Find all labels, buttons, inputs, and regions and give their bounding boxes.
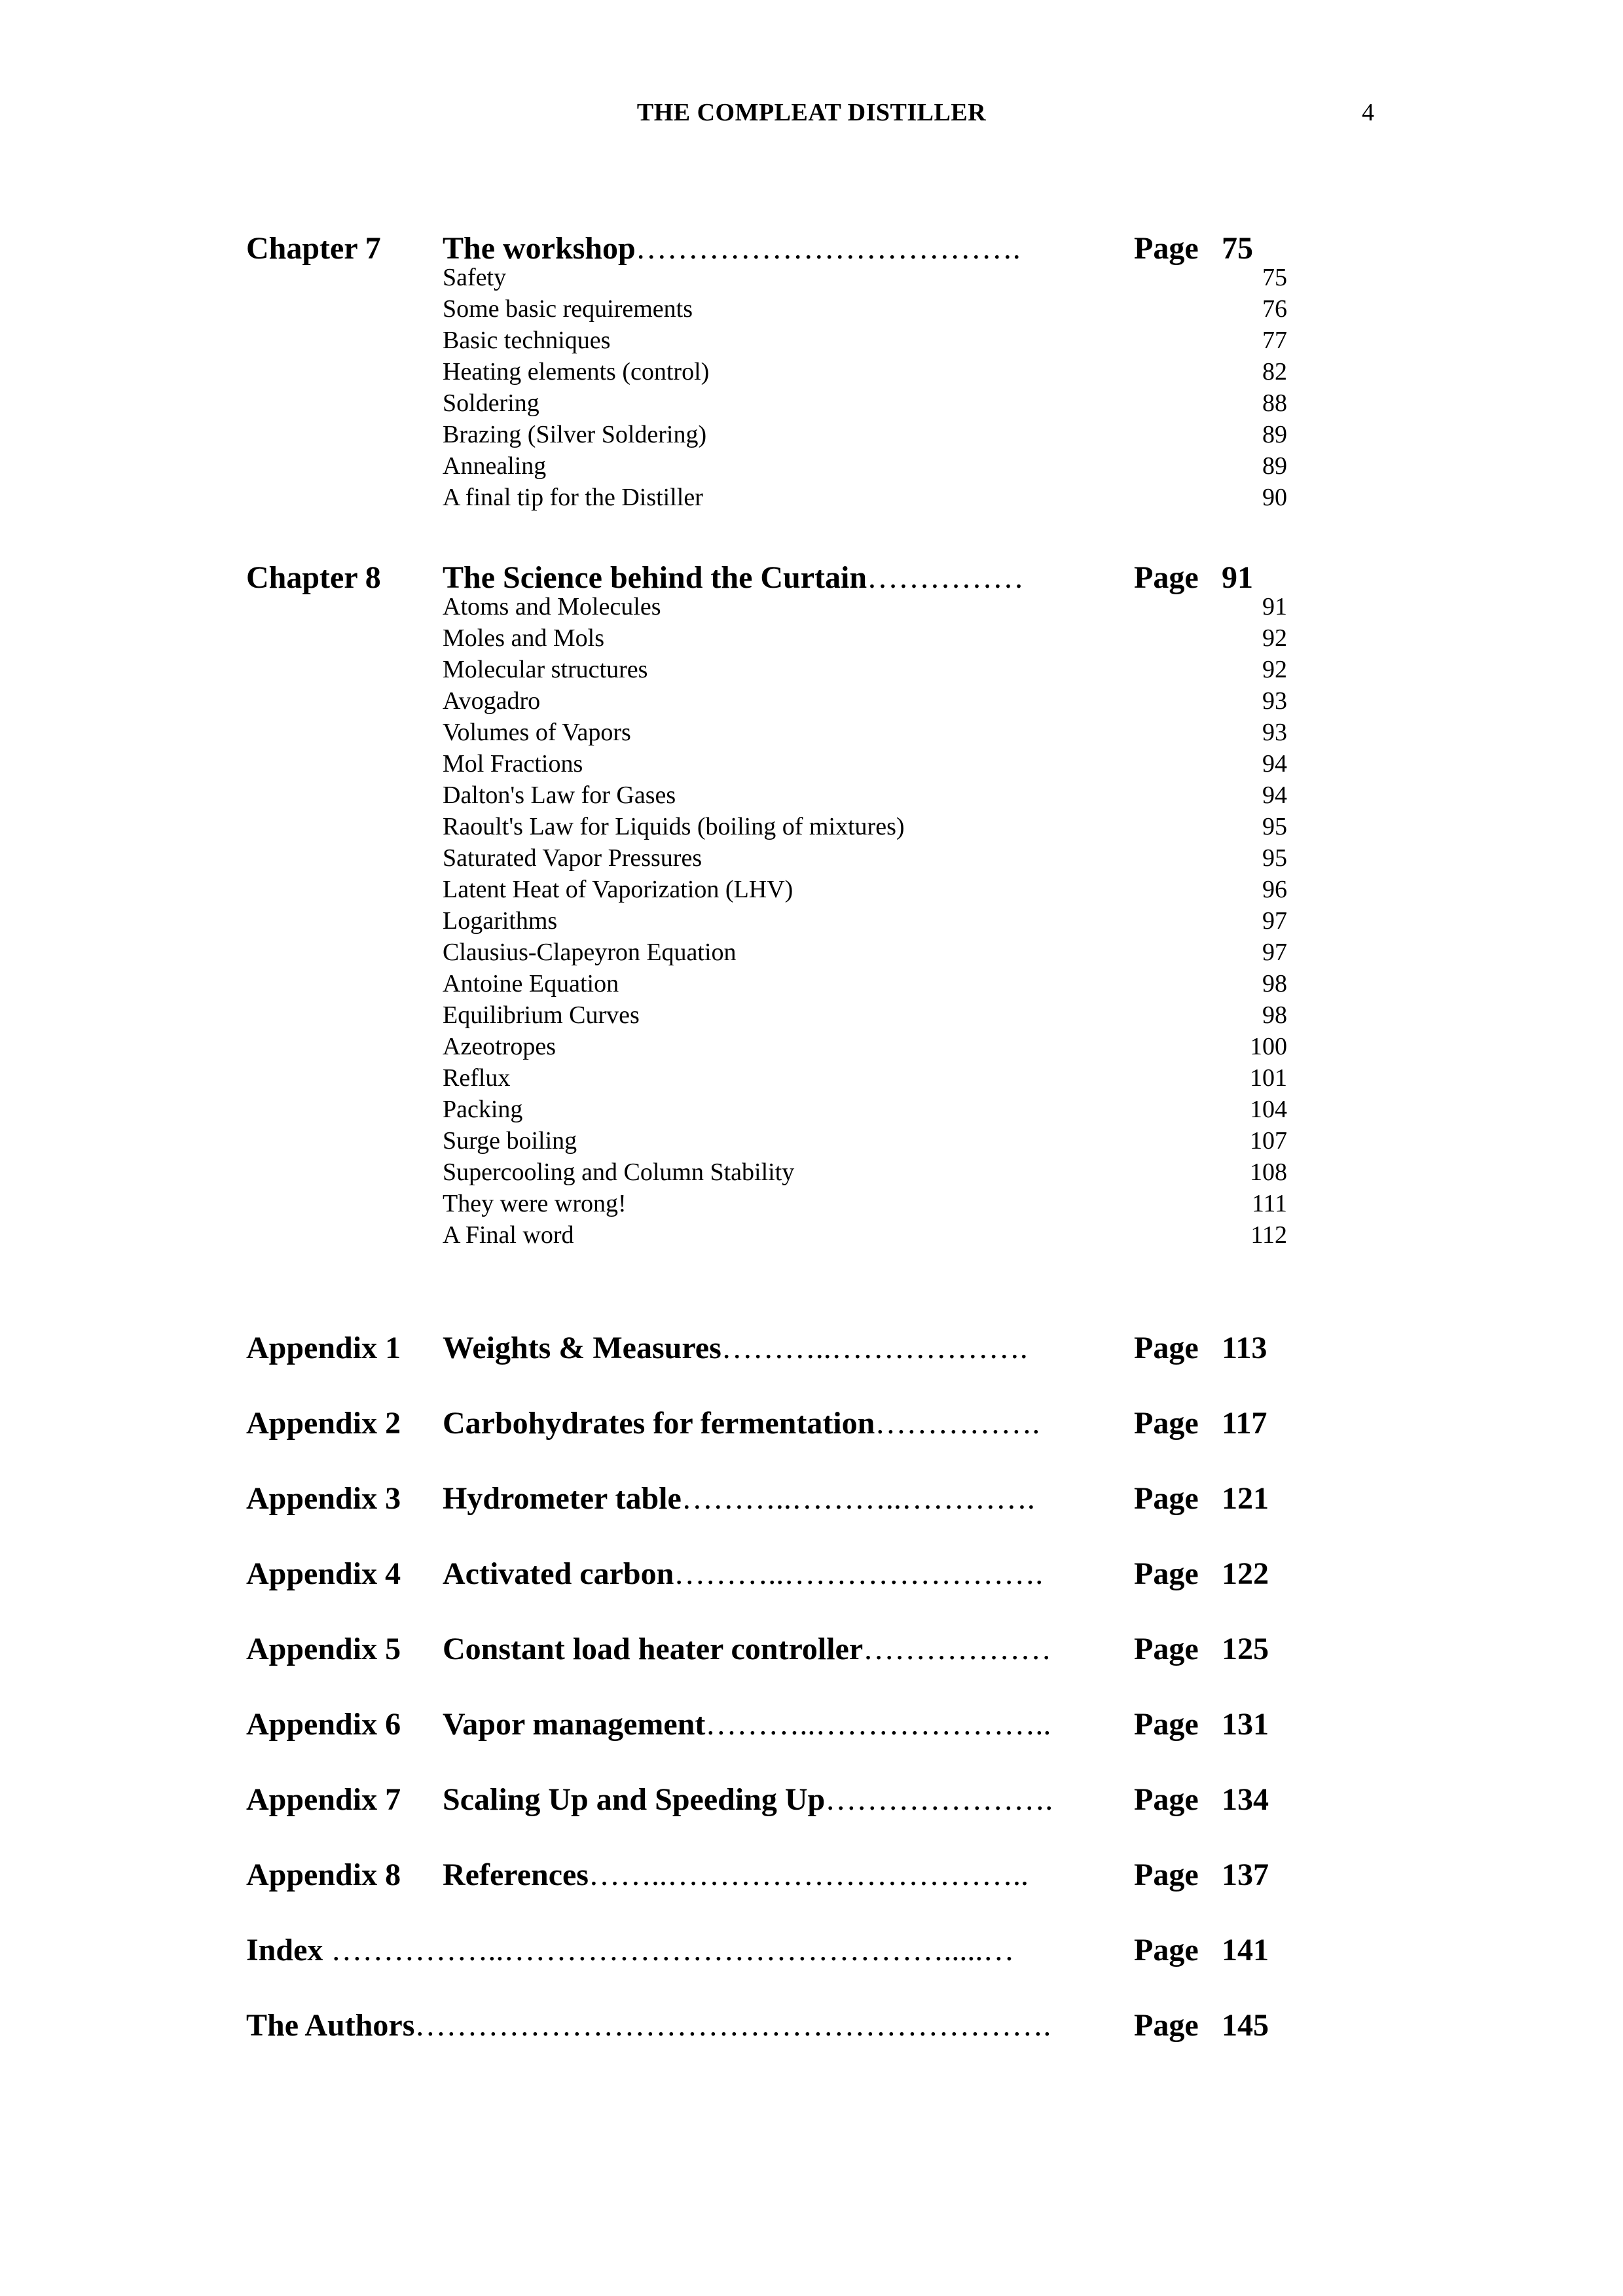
page-word: Page [1134,1331,1199,1365]
section-title: Atoms and Molecules [443,593,661,620]
authors-entry[interactable] [246,2007,1320,2049]
section-title: Raoult's Law for Liquids (boiling of mixtures) [443,813,905,840]
appendix-page-number: 134 [1222,1782,1269,1817]
index-entry[interactable] [246,1932,1320,1974]
section-item[interactable] [443,844,1287,875]
section-list [443,592,1287,1252]
section-item[interactable] [443,687,1287,718]
dot-leader: …………………. [825,1782,1053,1817]
chapter-7-entry [246,230,1320,511]
appendix-8-entry[interactable] [246,1857,1320,1899]
section-title: Soldering [443,389,539,417]
section-page: 89 [1262,452,1287,480]
appendix-3-entry[interactable] [246,1480,1320,1522]
page-word: Page [1134,1481,1199,1516]
section-title: Volumes of Vapors [443,719,631,746]
page-word: Page [1134,1707,1199,1742]
authors-page-number: 145 [1222,2008,1269,2043]
appendix-title [443,1480,1035,1516]
section-page: 92 [1262,624,1287,652]
section-item[interactable] [443,1095,1287,1126]
appendix-title-text: Activated carbon [443,1556,674,1591]
appendix-title [443,1782,1053,1818]
appendix-title [443,1556,1043,1592]
appendix-label: Appendix 2 [246,1406,401,1441]
running-title: THE COMPLEAT DISTILLER [636,99,987,126]
appendix-title [443,1706,1051,1742]
section-title: Saturated Vapor Pressures [443,844,702,872]
chapter-title-text: The Science behind the Curtain [443,560,867,595]
page-word: Page [1134,560,1199,595]
section-title: Some basic requirements [443,295,693,323]
section-page: 98 [1262,1001,1287,1029]
appendix-label: Appendix 8 [246,1857,401,1892]
index-title-text: Index [246,1933,323,1967]
section-item[interactable] [443,812,1287,844]
dot-leader: ………………………………. [635,231,1021,266]
section-title: Avogadro [443,687,541,715]
appendix-label: Appendix 3 [246,1481,401,1516]
section-item[interactable] [443,1064,1287,1095]
appendix-title-text: Vapor management [443,1707,706,1742]
dot-leader: ………..……………………. [674,1556,1044,1591]
section-title: Clausius-Clapeyron Equation [443,939,737,966]
section-title: Packing [443,1096,523,1123]
section-title: Safety [443,264,507,291]
authors-title-text: The Authors [246,2008,415,2043]
section-item[interactable] [443,969,1287,1001]
section-item[interactable] [443,1158,1287,1189]
section-title: Brazing (Silver Soldering) [443,421,707,448]
appendix-page-number: 122 [1222,1556,1269,1591]
section-page: 107 [1250,1127,1287,1155]
section-item[interactable] [443,1189,1287,1221]
section-page: 111 [1251,1190,1287,1217]
page-word: Page [1134,2008,1199,2043]
chapter-label: Chapter 7 [246,231,381,266]
section-page: 95 [1262,844,1287,872]
appendix-title [443,1857,1029,1893]
appendix-title-text: Scaling Up and Speeding Up [443,1782,826,1817]
section-title: Azeotropes [443,1033,556,1060]
section-title: Equilibrium Curves [443,1001,640,1029]
section-title: Annealing [443,452,547,480]
page-number: 4 [1362,99,1374,126]
appendix-1-entry[interactable] [246,1330,1320,1372]
section-page: 90 [1262,484,1287,511]
appendix-page-number: 125 [1222,1632,1269,1666]
section-title: Moles and Mols [443,624,604,652]
section-title: Dalton's Law for Gases [443,781,676,809]
section-title: A final tip for the Distiller [443,484,703,511]
section-page: 89 [1262,421,1287,448]
appendix-6-entry[interactable] [246,1706,1320,1748]
section-item[interactable] [443,452,1287,483]
section-page: 75 [1262,264,1287,291]
section-page: 108 [1250,1158,1287,1186]
appendix-2-entry[interactable] [246,1405,1320,1447]
chapter-label: Chapter 8 [246,560,381,595]
section-title: Heating elements (control) [443,358,710,386]
section-item[interactable] [443,1221,1287,1252]
dot-leader: ………..………..…………. [681,1481,1035,1516]
section-item[interactable] [443,1001,1287,1032]
section-title: Mol Fractions [443,750,583,778]
section-item[interactable] [443,389,1287,420]
appendix-label: Appendix 6 [246,1707,401,1742]
section-item[interactable] [443,483,1287,514]
appendix-title-text: Carbohydrates for fermentation [443,1406,875,1441]
dot-leader: ……..…………………………….. [588,1857,1029,1892]
chapter-title-link[interactable] [443,230,1021,266]
section-title: A Final word [443,1221,574,1249]
appendix-page-number: 113 [1222,1331,1267,1365]
section-title: Supercooling and Column Stability [443,1158,795,1186]
page-word: Page [1134,231,1199,266]
section-page: 94 [1262,781,1287,809]
section-page: 93 [1262,719,1287,746]
section-page: 104 [1250,1096,1287,1123]
dot-leader: ……………………………………………………. [414,2008,1051,2043]
appendix-5-entry[interactable] [246,1631,1320,1673]
section-page: 77 [1262,327,1287,354]
section-item[interactable] [443,718,1287,749]
section-list [443,263,1287,514]
chapter-8-entry [246,560,1320,1249]
dot-leader: …………… [867,560,1025,595]
page-word: Page [1134,1857,1199,1892]
appendix-title [443,1631,1051,1667]
section-title: Molecular structures [443,656,648,683]
section-page: 97 [1262,907,1287,935]
section-page: 95 [1262,813,1287,840]
section-title: Reflux [443,1064,511,1092]
section-title: Latent Heat of Vaporization (LHV) [443,876,793,903]
section-item[interactable] [443,295,1287,326]
section-item[interactable] [443,357,1287,389]
appendix-label: Appendix 5 [246,1632,401,1666]
appendix-page-number: 131 [1222,1707,1269,1742]
appendix-title-text: Weights & Measures [443,1331,721,1365]
section-page: 100 [1250,1033,1287,1060]
section-title: Surge boiling [443,1127,577,1155]
section-item[interactable] [443,781,1287,812]
page-word: Page [1134,1782,1199,1817]
section-page: 88 [1262,389,1287,417]
appendix-title [443,1330,1028,1366]
appendix-label: Appendix 7 [246,1782,401,1817]
appendix-title [443,1405,1040,1441]
section-title: Basic techniques [443,327,611,354]
section-item[interactable] [443,420,1287,452]
section-title: Antoine Equation [443,970,619,997]
dot-leader: ……………. [875,1406,1040,1441]
section-title: They were wrong! [443,1190,627,1217]
dot-leader: ……………… [863,1632,1052,1666]
index-page-number: 141 [1222,1933,1269,1967]
section-page: 97 [1262,939,1287,966]
section-page: 76 [1262,295,1287,323]
section-title: Logarithms [443,907,558,935]
section-item[interactable] [443,906,1287,938]
section-page: 91 [1262,593,1287,620]
authors-title [246,2007,1051,2043]
section-item[interactable] [443,1032,1287,1064]
section-item[interactable] [443,875,1287,906]
appendix-page-number: 121 [1222,1481,1269,1516]
appendix-title-text: References [443,1857,589,1892]
appendix-title-text: Hydrometer table [443,1481,682,1516]
index-title [246,1932,1014,1968]
section-item[interactable] [443,749,1287,781]
section-item[interactable] [443,592,1287,624]
dot-leader: ………..………………….. [705,1707,1051,1742]
section-page: 93 [1262,687,1287,715]
appendix-4-entry[interactable] [246,1556,1320,1598]
section-item[interactable] [443,1126,1287,1158]
section-item[interactable] [443,263,1287,295]
appendix-page-number: 117 [1222,1406,1267,1441]
page-word: Page [1134,1632,1199,1666]
appendix-label: Appendix 1 [246,1331,401,1365]
section-item[interactable] [443,624,1287,655]
section-page: 94 [1262,750,1287,778]
chapter-page-number: 75 [1222,231,1253,266]
appendix-7-entry[interactable] [246,1782,1320,1823]
chapter-page-number: 91 [1222,560,1253,595]
page-word: Page [1134,1933,1199,1967]
page-word: Page [1134,1556,1199,1591]
appendix-label: Appendix 4 [246,1556,401,1591]
section-item[interactable] [443,938,1287,969]
chapter-title-text: The workshop [443,231,636,266]
section-page: 112 [1250,1221,1287,1249]
section-page: 96 [1262,876,1287,903]
section-page: 92 [1262,656,1287,683]
page-word: Page [1134,1406,1199,1441]
dot-leader: ………..………………. [721,1331,1028,1365]
appendix-page-number: 137 [1222,1857,1269,1892]
section-item[interactable] [443,326,1287,357]
dot-leader: ……………..…………………………………….....… [331,1933,1015,1967]
section-page: 101 [1250,1064,1287,1092]
section-page: 98 [1262,970,1287,997]
chapter-title-link[interactable] [443,560,1024,596]
section-item[interactable] [443,655,1287,687]
appendix-title-text: Constant load heater controller [443,1632,864,1666]
section-page: 82 [1262,358,1287,386]
